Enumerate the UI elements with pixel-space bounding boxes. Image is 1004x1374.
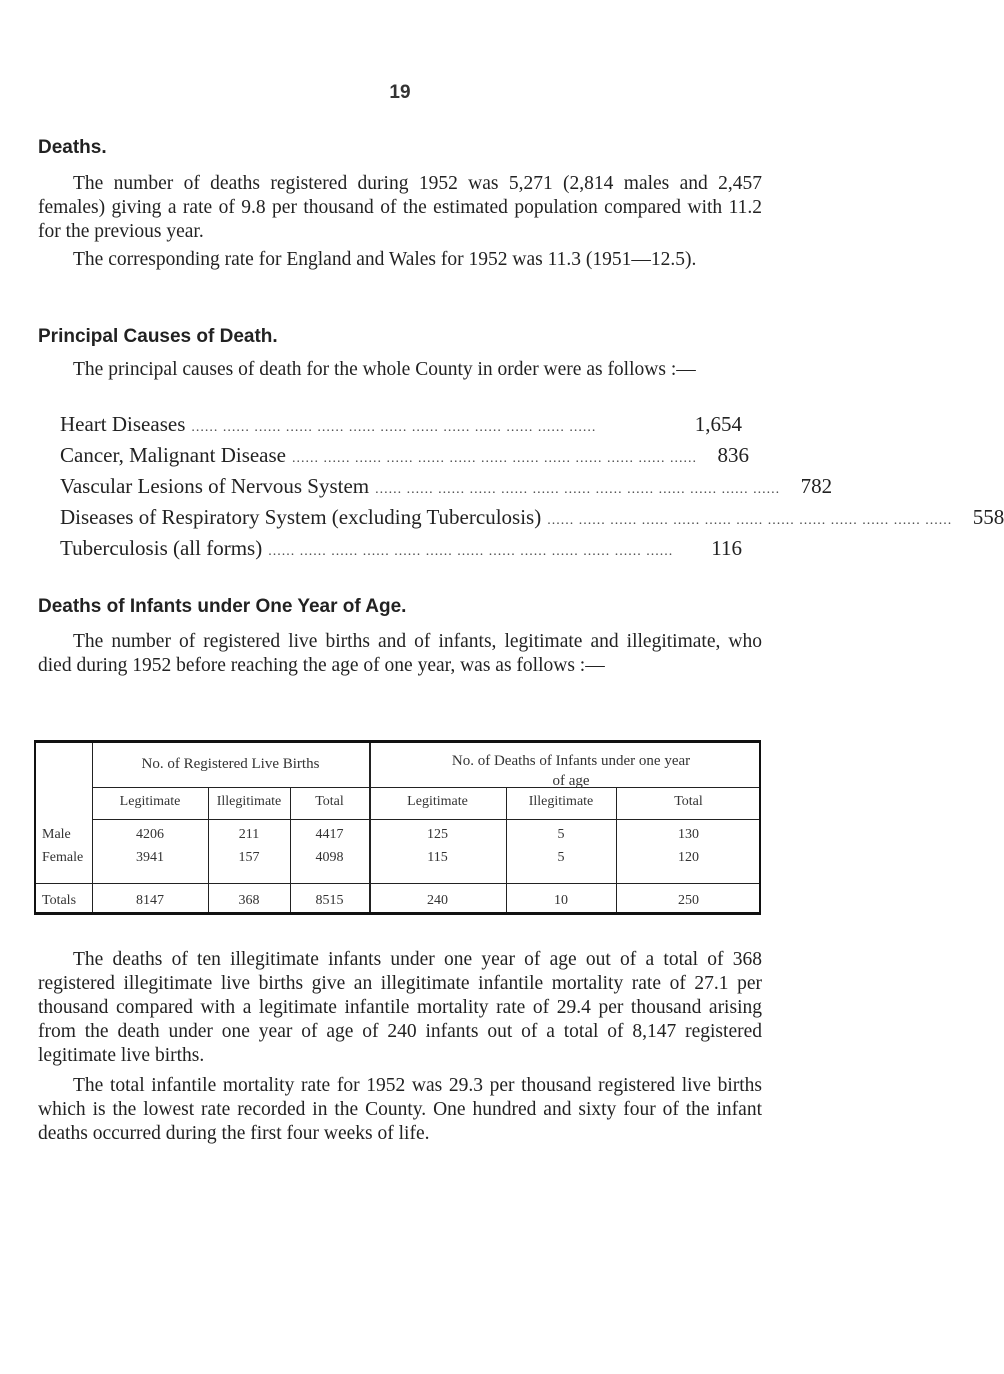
table-cell: 5 (557, 850, 565, 865)
leader-dots: ...... ...... ...... ...... ...... ...... ...... ...... ...... ...... ...... ...... ...... (547, 513, 953, 528)
row-label-female: Female (42, 850, 84, 865)
table-cell: 4098 (315, 850, 344, 865)
deaths-paragraph-2: The corresponding rate for England and Wales for 1952 was 11.3 (1951—12.5). (73, 249, 697, 270)
cause-row (60, 412, 742, 443)
cause-row (60, 505, 1004, 536)
table-cell: 5 (557, 827, 565, 842)
cause-value: 1,654 (694, 412, 742, 436)
column-header: Total (315, 794, 344, 809)
deaths-group-header: No. of Deaths of Infants under one year of age (451, 753, 691, 789)
table-rule (36, 883, 759, 884)
principal-causes-heading: Principal Causes of Death. (38, 326, 278, 347)
column-header: Legitimate (407, 794, 468, 809)
row-label-totals: Totals (42, 893, 77, 908)
table-cell: 250 (678, 893, 699, 908)
column-header: Total (674, 794, 703, 809)
page-number: 19 (389, 82, 411, 103)
table-cell: 3941 (136, 850, 164, 865)
cause-label: Diseases of Respiratory System (excluding Tuberculosis) (60, 505, 542, 529)
deaths-heading: Deaths. (38, 137, 107, 158)
cause-value: 558 (972, 505, 1004, 529)
infant-table (34, 740, 761, 915)
cause-label: Cancer, Malignant Disease (60, 443, 286, 467)
leader-dots: ...... ...... ...... ...... ...... ...... ...... ...... ...... ...... ...... ...... ...... (191, 420, 597, 435)
cause-row (60, 536, 742, 567)
table-cell: 125 (427, 827, 448, 842)
cause-value: 782 (800, 474, 833, 498)
table-cell: 4417 (315, 827, 344, 842)
leader-dots: ...... ...... ...... ...... ...... ...... ...... ...... ...... ...... ...... ...... ...... (375, 482, 781, 497)
table-cell: 10 (554, 893, 568, 908)
table-cell: 157 (238, 850, 260, 865)
table-cell: 115 (427, 850, 448, 865)
table-rule (92, 819, 759, 820)
table-cell: 8147 (136, 893, 164, 908)
cause-row (60, 474, 833, 505)
row-label-male: Male (42, 827, 71, 842)
table-cell: 211 (238, 827, 260, 842)
leader-dots: ...... ...... ...... ...... ...... ...... ...... ...... ...... ...... ...... ...... ...... (292, 451, 697, 466)
column-header: Legitimate (119, 794, 181, 809)
cause-row (60, 443, 749, 474)
table-cell: 130 (678, 827, 699, 842)
table-cell: 8515 (315, 893, 344, 908)
infants-paragraph-3: The total infantile mortality rate for 1952 was 29.3 per thousand registered live births which is the lowest rate recorded in the County. One hundred and sixty four of the infant deaths occurred during the first four weeks of life. (38, 1075, 762, 1144)
cause-label: Tuberculosis (all forms) (60, 536, 263, 560)
deaths-paragraph-1: The number of deaths registered during 1952 was 5,271 (2,814 males and 2,457 females) giving a rate of 9.8 per thousand of the estimated population compared with 11.2 for the previous year. (38, 173, 762, 242)
table-cell: 368 (238, 893, 260, 908)
table-cell: 240 (427, 893, 448, 908)
infants-paragraph-2: The deaths of ten illegitimate infants under one year of age out of a total of 368 registered illegitimate live births give an illegitimate infantile mortality rate of 27.1 per thousand compared with a legitimate infantile mortality rate of 29.4 per thousand arising from the death under one year of age of 240 infants out of a total of 8,147 registered legitimate live births. (38, 949, 762, 1066)
causes-list (60, 412, 1004, 567)
infants-intro: The number of registered live births and of infants, legitimate and illegitimate, who died during 1952 before reaching the age of one year, was as follows :— (38, 631, 762, 676)
column-header: Illegitimate (528, 794, 594, 809)
table-cell: 4206 (136, 827, 164, 842)
principal-causes-intro: The principal causes of death for the whole County in order were as follows :— (73, 359, 696, 380)
cause-label: Heart Diseases (60, 412, 186, 436)
column-header: Illegitimate (216, 794, 282, 809)
leader-dots: ...... ...... ...... ...... ...... ...... ...... ...... ...... ...... ...... ...... ...... (268, 544, 674, 559)
cause-value: 836 (717, 443, 749, 467)
infants-heading: Deaths of Infants under One Year of Age. (38, 596, 407, 617)
births-group-header: No. of Registered Live Births (141, 756, 320, 772)
cause-label: Vascular Lesions of Nervous System (60, 474, 370, 498)
cause-value: 116 (711, 536, 742, 560)
table-cell: 120 (678, 850, 699, 865)
